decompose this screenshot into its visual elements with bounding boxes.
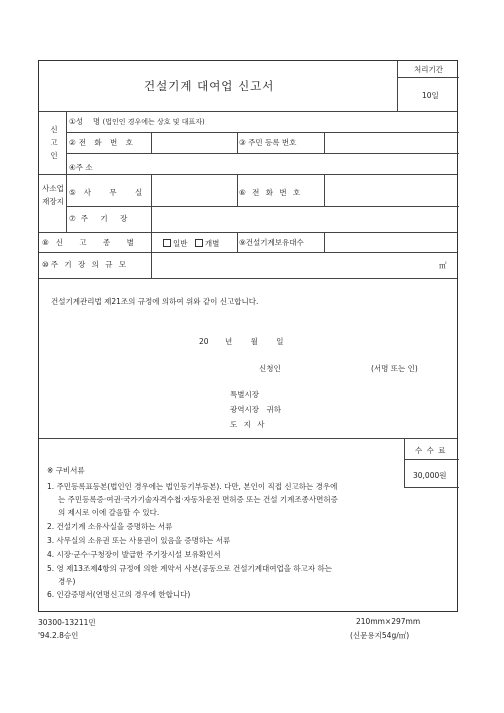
date-year-unit: 년: [224, 337, 233, 346]
document-item: 1. 주민등록표등본(법인인 경우에는 법인등기부등본). 다만, 본인이 직접 신고하는 경우에: [47, 482, 338, 491]
general-option-label: 일반: [173, 239, 188, 248]
resident-number-label: ③ 주민 등록 번호: [239, 138, 297, 147]
report-type-label: ⑧신 고 종 별: [42, 238, 141, 247]
parking-size-unit: ㎡: [439, 261, 447, 270]
individual-option-label: 개별: [204, 239, 220, 248]
document-item: 5. 영 제13조제4항의 규정에 의한 계약서 사본(공동으로 건설기계대여업을 하고자 하는: [47, 564, 332, 573]
signature-field[interactable]: [289, 361, 367, 375]
form-title: 건설기계 대여업 신고서: [144, 79, 275, 93]
office-section-label: 사소업재장지: [42, 184, 64, 206]
general-checkbox[interactable]: [163, 239, 171, 247]
phone-field[interactable]: [152, 133, 237, 152]
date-month-unit: 월: [250, 337, 258, 346]
documents-heading: ※ 구비서류: [47, 466, 85, 475]
document-item: 4. 시장·군수·구청장이 발급한 주기장시설 보유확인서: [47, 550, 221, 559]
document-item: 경우): [58, 577, 76, 586]
resident-number-field[interactable]: [325, 133, 457, 152]
name-label-text: ①성 명: [69, 117, 101, 126]
applicant-signature-label: 신청인: [259, 364, 281, 373]
phone-label: ②전 화 번 호: [69, 138, 136, 147]
processing-period-label: 처리기간: [414, 65, 443, 74]
form-code: 30300-13211민: [38, 618, 96, 627]
recipient-3: 도 지 사: [230, 420, 267, 429]
parking-size-field[interactable]: [152, 253, 442, 277]
report-type-options: [163, 239, 219, 248]
approval-date: '94.2.8승인: [38, 631, 79, 640]
fee-label: 수 수 료: [415, 446, 447, 455]
address-label: ④주 소: [69, 163, 93, 172]
parking-lot-field[interactable]: [152, 208, 457, 231]
parking-lot-label: ⑦주 기 장: [69, 214, 133, 223]
individual-checkbox[interactable]: [195, 239, 203, 247]
business-office-label: ⑤사 무 실: [69, 188, 151, 197]
report-form: [38, 60, 458, 612]
office-phone-label: ⑥ 전 화 번 호: [239, 188, 303, 197]
machine-count-label: ⑨건설기계보유대수: [239, 238, 304, 247]
declaration-statement: 건설기계관리법 제21조의 규정에 의하여 위와 같이 신고합니다.: [51, 297, 259, 306]
recipient-1: 특별시장: [230, 390, 259, 399]
processing-period-value: 10일: [422, 91, 439, 100]
name-field[interactable]: [269, 113, 457, 131]
office-phone-field[interactable]: [325, 175, 457, 205]
fee-value: 30,000원: [413, 471, 447, 480]
document-item: 의 제시로 이에 갈음할 수 있다.: [58, 508, 160, 517]
parking-size-label: ⑩주 기 장 의 규 모: [42, 260, 129, 269]
date-day-unit: 일: [276, 337, 284, 346]
document-item: 2. 건설기계 소유사실을 증명하는 서류: [47, 522, 173, 531]
name-label: [69, 118, 205, 126]
paper-type: (신문용지54g/㎡): [350, 631, 410, 640]
date-year: 20: [199, 337, 209, 346]
signature-note: (서명 또는 인): [371, 364, 418, 373]
paper-size: 210mm×297mm: [356, 617, 421, 626]
applicant-section-label: 신고인: [50, 125, 58, 160]
document-item: 3. 사무실의 소유권 또는 사용권이 있음을 증명하는 서류: [47, 536, 231, 545]
document-item: 는 주민등록증·여권·국가기술자격수첩·자동차운전 면허증 또는 건설 기계조종사면허증: [58, 495, 338, 504]
document-item: 6. 인감증명서(연명신고의 경우에 한합니다): [47, 590, 191, 599]
date-line: [199, 338, 283, 346]
business-office-field[interactable]: [152, 175, 237, 205]
machine-count-field[interactable]: [325, 233, 457, 251]
address-field[interactable]: [152, 155, 457, 173]
name-label-note: (법인인 경우에는 상호 및 대표자): [102, 118, 205, 126]
recipient-2: 광역시장 귀하: [230, 405, 281, 414]
